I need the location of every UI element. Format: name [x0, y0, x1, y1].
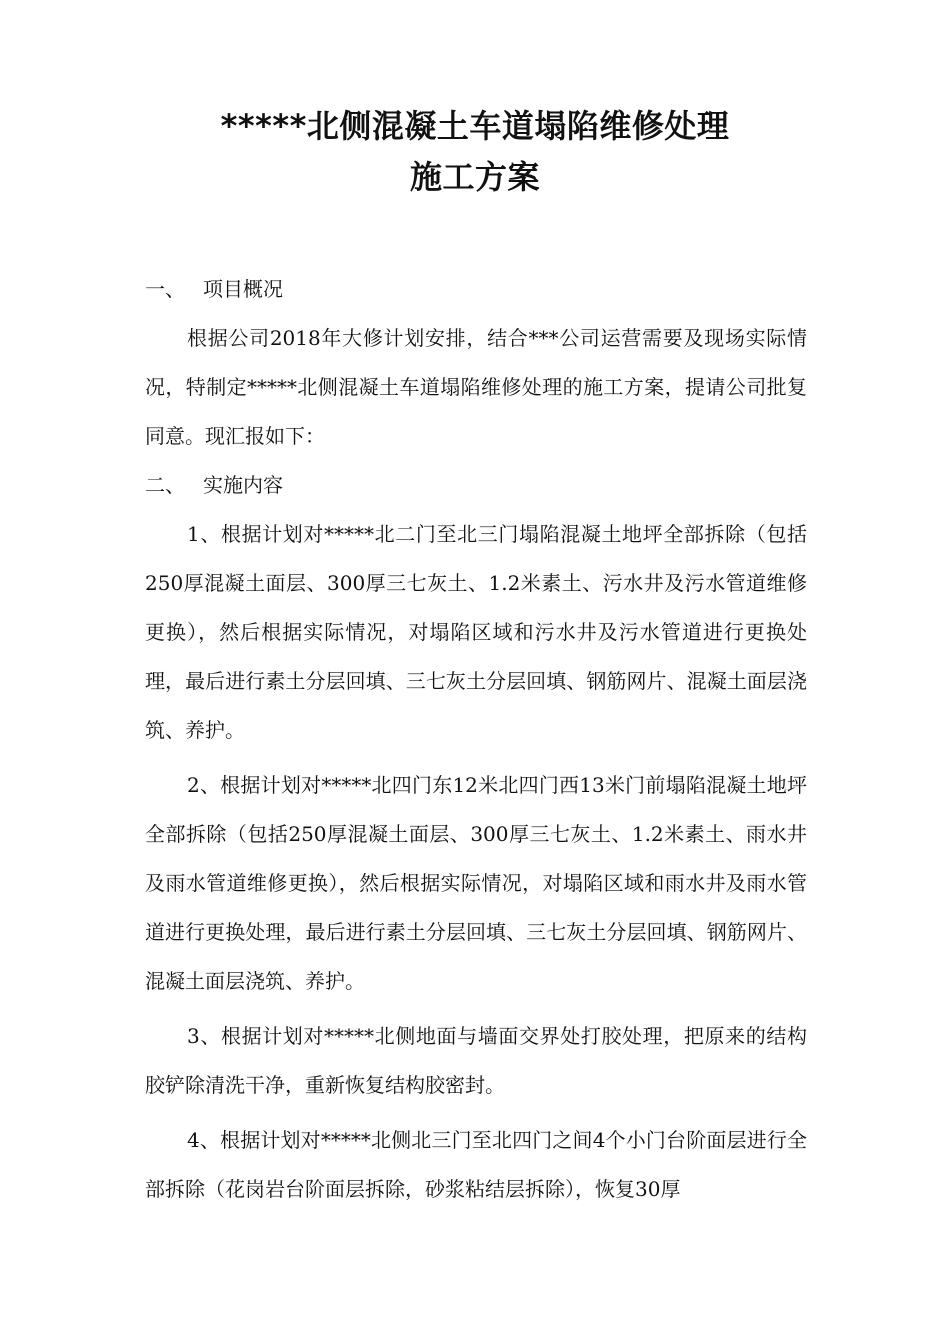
paragraph-item-2: 2、根据计划对*****北四门东12米北四门西13米门前塌陷混凝土地坪全部拆除（包括250厚混凝土面层、300厚三七灰土、1.2米素土、雨水井及雨水管道维修更换），然后根据实际情况，对塌陷区域和雨水井及雨水管道进行更换处理，最后进行素土分层回填、三七灰土分层回填、钢筋网片、混凝土面层浇筑、养护。 [145, 773, 807, 993]
section-heading-text: 实施内容 [203, 473, 283, 497]
paragraph-item-4: 4、根据计划对*****北侧北三门至北四门之间4个小门台阶面层进行全部拆除（花岗岩台阶面层拆除，砂浆粘结层拆除），恢复30厚 [145, 1128, 807, 1201]
paragraph-overview: 根据公司2018年大修计划安排，结合***公司运营需要及现场实际情况，特制定*****北侧混凝土车道塌陷维修处理的施工方案，提请公司批复同意。现汇报如下： [145, 326, 807, 448]
section-heading-overview [145, 265, 807, 314]
document-title-line-1: *****北侧混凝土车道塌陷维修处理 [220, 107, 730, 145]
paragraph-item-3: 3、根据计划对*****北侧地面与墙面交界处打胶处理，把原来的结构胶铲除清洗干净，重新恢复结构胶密封。 [145, 1024, 807, 1097]
section-heading-text: 项目概况 [203, 277, 283, 301]
section-number: 二、 [145, 473, 185, 497]
document-title-line-2: 施工方案 [409, 158, 540, 196]
section-number: 一、 [145, 277, 185, 301]
section-heading-implementation [145, 461, 807, 510]
document-body [145, 265, 807, 1214]
paragraph-item-1: 1、根据计划对*****北二门至北三门塌陷混凝土地坪全部拆除（包括250厚混凝土面层、300厚三七灰土、1.2米素土、污水井及污水管道维修更换），然后根据实际情况，对塌陷区域和污水井及污水管道进行更换处理，最后进行素土分层回填、三七灰土分层回填、钢筋网片、混凝土面层浇筑、养护。 [145, 522, 807, 742]
